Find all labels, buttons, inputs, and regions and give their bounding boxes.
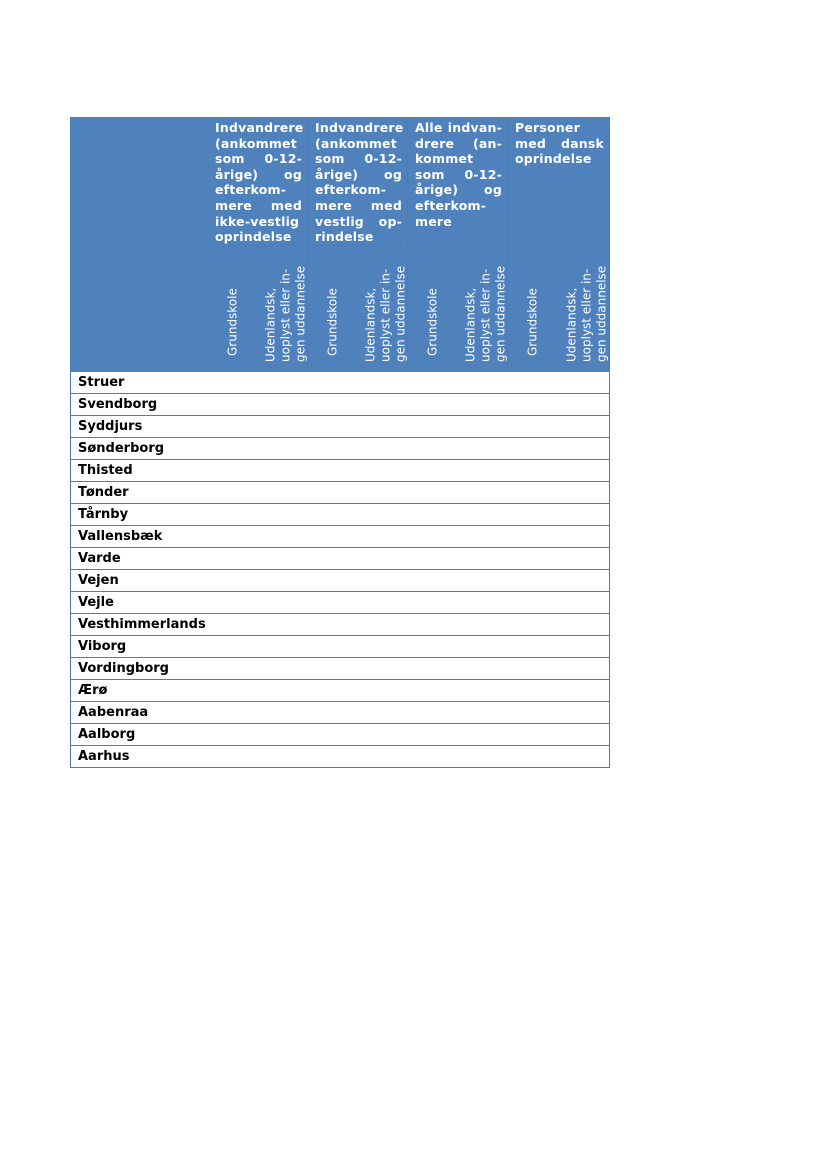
table-row (71, 437, 610, 459)
value-cell (258, 481, 308, 503)
value-cell (558, 525, 610, 547)
value-cell (358, 657, 408, 679)
value-cell (508, 569, 558, 591)
value-cell (558, 481, 610, 503)
value-cell (508, 635, 558, 657)
value-cell (308, 635, 358, 657)
value-cell (408, 415, 458, 437)
sub-header-grundskole (508, 245, 558, 371)
row-label: Vallensbæk (71, 525, 208, 547)
value-cell (558, 657, 610, 679)
value-cell (308, 525, 358, 547)
table-body (71, 371, 610, 767)
value-cell (458, 657, 508, 679)
value-cell (458, 701, 508, 723)
value-cell (558, 393, 610, 415)
value-cell (408, 745, 458, 767)
value-cell (408, 393, 458, 415)
value-cell (508, 701, 558, 723)
sub-header-label-line1: Udenlandsk, (463, 287, 477, 363)
value-cell (308, 459, 358, 481)
group-header-nonwestern (208, 118, 308, 246)
value-cell (508, 723, 558, 745)
value-cell (258, 415, 308, 437)
value-cell (258, 437, 308, 459)
value-cell (208, 745, 258, 767)
sub-header-label-line3: gen uddannelse (293, 266, 307, 363)
value-cell (508, 679, 558, 701)
value-cell (258, 635, 308, 657)
value-cell (258, 503, 308, 525)
group-header-all-immigrants (408, 118, 508, 246)
value-cell (558, 547, 610, 569)
value-cell (508, 745, 558, 767)
sub-header-label-line2: uoplyst eller in- (378, 269, 392, 363)
value-cell (308, 745, 358, 767)
value-cell (258, 613, 308, 635)
sub-header-label-line1: Udenlandsk, (363, 287, 377, 363)
sub-header-label-line1: Udenlandsk, (263, 287, 277, 363)
value-cell (558, 613, 610, 635)
value-cell (558, 459, 610, 481)
value-cell (208, 547, 258, 569)
value-cell (458, 415, 508, 437)
row-label: Sønderborg (71, 437, 208, 459)
value-cell (358, 437, 408, 459)
value-cell (358, 525, 408, 547)
value-cell (358, 547, 408, 569)
value-cell (558, 371, 610, 393)
value-cell (208, 591, 258, 613)
row-label: Aabenraa (71, 701, 208, 723)
sub-header-udenlandsk (258, 245, 308, 371)
group-header-label: Indvandrere (ankommet som 0-12-årige) og efterkom-mere med vestlig op-rindelse (315, 120, 404, 245)
value-cell (408, 613, 458, 635)
table-row (71, 415, 610, 437)
value-cell (208, 657, 258, 679)
table-row (71, 503, 610, 525)
value-cell (258, 723, 308, 745)
value-cell (358, 393, 408, 415)
value-cell (208, 437, 258, 459)
table-row (71, 723, 610, 745)
value-cell (508, 437, 558, 459)
value-cell (408, 635, 458, 657)
value-cell (308, 503, 358, 525)
value-cell (558, 437, 610, 459)
value-cell (458, 371, 508, 393)
table-row (71, 393, 610, 415)
value-cell (508, 415, 558, 437)
row-label: Vejen (71, 569, 208, 591)
value-cell (408, 459, 458, 481)
value-cell (208, 701, 258, 723)
value-cell (508, 547, 558, 569)
value-cell (258, 569, 308, 591)
row-label: Ærø (71, 679, 208, 701)
value-cell (408, 503, 458, 525)
group-header-label: Alle indvan-drere (an-kommet som 0-12-årige) og efterkom-mere (415, 120, 502, 229)
sub-header-label: Grundskole (425, 288, 439, 357)
value-cell (508, 393, 558, 415)
sub-header-udenlandsk (358, 245, 408, 371)
value-cell (508, 591, 558, 613)
value-cell (358, 371, 408, 393)
sub-header-label-line2: uoplyst eller in- (478, 269, 492, 363)
sub-header-udenlandsk (458, 245, 508, 371)
value-cell (408, 525, 458, 547)
row-label: Aalborg (71, 723, 208, 745)
value-cell (558, 415, 610, 437)
value-cell (258, 657, 308, 679)
value-cell (208, 679, 258, 701)
value-cell (458, 679, 508, 701)
row-label: Tønder (71, 481, 208, 503)
value-cell (408, 547, 458, 569)
value-cell (258, 547, 308, 569)
group-header-label: Indvandrere (ankommet som 0-12-årige) og efterkom-mere med ikke-vestlig oprindelse (215, 120, 304, 245)
value-cell (508, 525, 558, 547)
value-cell (208, 723, 258, 745)
value-cell (308, 591, 358, 613)
row-label: Varde (71, 547, 208, 569)
value-cell (508, 657, 558, 679)
sub-header-label-line1: Udenlandsk, (564, 287, 578, 363)
sub-header-label-line3: gen uddannelse (393, 266, 407, 363)
value-cell (358, 613, 408, 635)
table-row (71, 657, 610, 679)
value-cell (308, 371, 358, 393)
sub-header-udenlandsk (558, 245, 610, 371)
corner-cell (71, 118, 208, 372)
value-cell (408, 371, 458, 393)
sub-header-grundskole (308, 245, 358, 371)
value-cell (508, 459, 558, 481)
value-cell (358, 415, 408, 437)
value-cell (258, 679, 308, 701)
table-row (71, 701, 610, 723)
value-cell (558, 635, 610, 657)
value-cell (358, 679, 408, 701)
table-row (71, 459, 610, 481)
table-row (71, 481, 610, 503)
group-header-danish-origin (508, 118, 610, 246)
group-header-western (308, 118, 408, 246)
value-cell (408, 437, 458, 459)
sub-header-label: Grundskole (225, 288, 239, 357)
table-row (71, 745, 610, 767)
value-cell (308, 481, 358, 503)
row-label: Vordingborg (71, 657, 208, 679)
value-cell (308, 569, 358, 591)
value-cell (508, 371, 558, 393)
value-cell (358, 569, 408, 591)
sub-header-label-line2: uoplyst eller in- (278, 269, 292, 363)
sub-header-label-line3: gen uddannelse (493, 266, 507, 363)
value-cell (358, 591, 408, 613)
value-cell (258, 701, 308, 723)
value-cell (458, 591, 508, 613)
value-cell (458, 635, 508, 657)
value-cell (308, 437, 358, 459)
value-cell (458, 481, 508, 503)
value-cell (458, 745, 508, 767)
value-cell (508, 481, 558, 503)
value-cell (408, 723, 458, 745)
value-cell (358, 723, 408, 745)
value-cell (458, 723, 508, 745)
value-cell (408, 569, 458, 591)
value-cell (258, 745, 308, 767)
value-cell (558, 591, 610, 613)
value-cell (408, 701, 458, 723)
value-cell (408, 591, 458, 613)
value-cell (258, 525, 308, 547)
row-label: Svendborg (71, 393, 208, 415)
table-row (71, 613, 610, 635)
value-cell (458, 569, 508, 591)
row-label: Thisted (71, 459, 208, 481)
value-cell (408, 481, 458, 503)
value-cell (258, 591, 308, 613)
value-cell (308, 701, 358, 723)
value-cell (508, 613, 558, 635)
table-row (71, 635, 610, 657)
value-cell (458, 459, 508, 481)
education-table (70, 117, 610, 768)
value-cell (308, 415, 358, 437)
value-cell (458, 613, 508, 635)
value-cell (308, 613, 358, 635)
row-label: Vejle (71, 591, 208, 613)
value-cell (358, 503, 408, 525)
value-cell (208, 481, 258, 503)
value-cell (458, 437, 508, 459)
value-cell (508, 503, 558, 525)
value-cell (208, 371, 258, 393)
value-cell (358, 635, 408, 657)
sub-header-label-line2: uoplyst eller in- (579, 269, 593, 363)
value-cell (308, 657, 358, 679)
value-cell (358, 701, 408, 723)
sub-header-label: Grundskole (525, 288, 539, 357)
value-cell (408, 657, 458, 679)
value-cell (258, 371, 308, 393)
value-cell (208, 393, 258, 415)
table-row (71, 591, 610, 613)
value-cell (308, 547, 358, 569)
value-cell (358, 459, 408, 481)
value-cell (458, 503, 508, 525)
value-cell (408, 679, 458, 701)
sub-header-grundskole (408, 245, 458, 371)
sub-header-label: Grundskole (325, 288, 339, 357)
value-cell (208, 525, 258, 547)
value-cell (358, 745, 408, 767)
value-cell (458, 393, 508, 415)
row-label: Vesthimmerlands (71, 613, 208, 635)
value-cell (308, 723, 358, 745)
value-cell (208, 635, 258, 657)
value-cell (558, 503, 610, 525)
value-cell (458, 525, 508, 547)
row-label: Aarhus (71, 745, 208, 767)
row-label: Struer (71, 371, 208, 393)
value-cell (208, 459, 258, 481)
row-label: Tårnby (71, 503, 208, 525)
value-cell (208, 569, 258, 591)
value-cell (558, 679, 610, 701)
value-cell (258, 459, 308, 481)
value-cell (258, 393, 308, 415)
row-label: Viborg (71, 635, 208, 657)
value-cell (208, 503, 258, 525)
row-label: Syddjurs (71, 415, 208, 437)
value-cell (358, 481, 408, 503)
value-cell (308, 679, 358, 701)
table-row (71, 679, 610, 701)
value-cell (208, 415, 258, 437)
value-cell (458, 547, 508, 569)
value-cell (308, 393, 358, 415)
table-row (71, 525, 610, 547)
value-cell (558, 701, 610, 723)
group-header-label: Personer med dansk oprindelse (515, 120, 605, 167)
table-row (71, 569, 610, 591)
value-cell (558, 745, 610, 767)
sub-header-grundskole (208, 245, 258, 371)
value-cell (558, 569, 610, 591)
value-cell (558, 723, 610, 745)
value-cell (208, 613, 258, 635)
sub-header-label-line3: gen uddannelse (594, 266, 608, 363)
table-row (71, 371, 610, 393)
group-header-row (71, 118, 610, 246)
table-row (71, 547, 610, 569)
